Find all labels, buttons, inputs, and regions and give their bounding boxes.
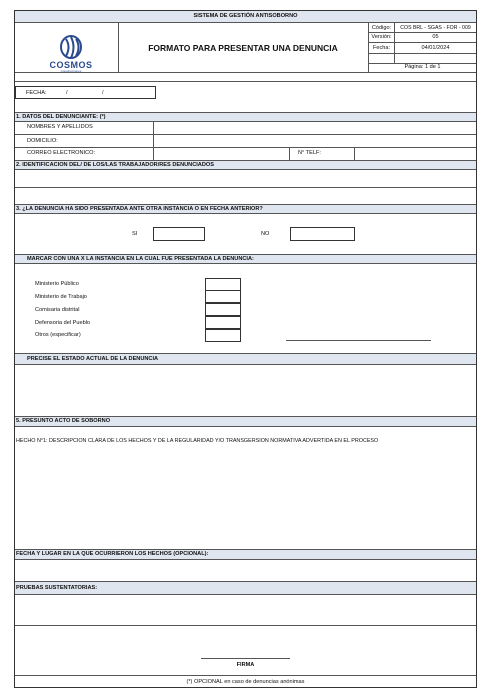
otros-specify-line[interactable] bbox=[286, 340, 431, 341]
firma-label: FIRMA bbox=[236, 662, 255, 668]
option-defensoria: Defensoria del Pueblo bbox=[35, 320, 91, 326]
telf-input[interactable] bbox=[355, 148, 476, 160]
checkbox-defensoria[interactable] bbox=[205, 316, 241, 329]
section1-header bbox=[15, 112, 476, 122]
fecha-slash-1: / bbox=[66, 90, 68, 96]
meta-fecha-value: 04/01/2024 bbox=[421, 45, 450, 51]
nombres-label: NOMBRES Y APELLIDOS bbox=[27, 124, 93, 130]
option-ministerio-trabajo: Ministerio de Trabajo bbox=[35, 294, 87, 300]
checkbox-ministerio-trabajo[interactable] bbox=[205, 290, 241, 303]
correo-label: CORREO ELECTRONICO: bbox=[27, 150, 96, 156]
telf-label: N° TELF: bbox=[298, 150, 321, 156]
section2-title: 2. IDENTIFICACION DEL/ DE LOS/LAS TRABAJADOR/RES DENUNCIADOS bbox=[16, 162, 214, 168]
footnote: (*) OPCIONAL en caso de denuncias anónimas bbox=[186, 679, 305, 685]
no-label: NO bbox=[261, 231, 270, 237]
section1-title: 1. DATOS DEL DENUNCIANTE: (*) bbox=[16, 114, 106, 120]
meta-codigo-label: Código: bbox=[371, 25, 392, 31]
meta-version-value: 05 bbox=[432, 34, 439, 40]
form-page bbox=[14, 10, 477, 688]
instance-header bbox=[15, 254, 476, 264]
company-logo bbox=[29, 31, 113, 73]
section5-header bbox=[15, 416, 476, 427]
pruebas-header bbox=[15, 581, 476, 595]
lugar-input[interactable] bbox=[15, 561, 476, 578]
fecha-label: FECHA: bbox=[26, 90, 47, 96]
system-title-bar bbox=[15, 11, 476, 23]
firma-line[interactable] bbox=[201, 658, 290, 659]
si-label: SI bbox=[132, 231, 138, 237]
denunciados-input[interactable] bbox=[15, 171, 476, 184]
section2-header bbox=[15, 160, 476, 170]
domicilio-label: DOMICILIO: bbox=[27, 138, 58, 144]
instance-title: MARCAR CON UNA X LA INSTANCIA EN LA CUAL FUE PRESENTADA LA DENUNCIA: bbox=[27, 256, 254, 262]
pruebas-input[interactable] bbox=[15, 596, 476, 623]
pruebas-title: PRUEBAS SUSTENTATORIAS: bbox=[16, 585, 98, 591]
lugar-title: FECHA Y LUGAR EN LA QUE OCURRIERON LOS HECHOS (OPCIONAL): bbox=[16, 551, 209, 557]
page-number: Página: 1 de 1 bbox=[404, 64, 441, 70]
no-checkbox[interactable] bbox=[290, 227, 355, 241]
correo-input[interactable] bbox=[154, 148, 289, 160]
estado-input[interactable] bbox=[15, 366, 476, 406]
meta-codigo-value: COS BRL - SGAS - FOR - 009 bbox=[400, 25, 471, 31]
section5-title: 5. PRESUNTO ACTO DE SOBORNO bbox=[16, 418, 111, 424]
checkbox-otros[interactable] bbox=[205, 329, 241, 342]
form-title: FORMATO PARA PRESENTAR UNA DENUNCIA bbox=[148, 43, 338, 53]
meta-fecha-label: Fecha: bbox=[372, 45, 391, 51]
si-checkbox[interactable] bbox=[153, 227, 205, 241]
hecho-instruction: HECHO N°1: DESCRIPCION CLARA DE LOS HECHOS Y DE LA REGULARIDAD Y/O TRANSGERSION NORMATIVA ADVERTIDA EN EL PROCESO bbox=[16, 438, 379, 444]
option-comisaria: Comisaria distrital bbox=[35, 307, 80, 313]
option-ministerio-publico: Ministerio Público bbox=[35, 281, 79, 287]
fecha-slash-2: / bbox=[102, 90, 104, 96]
domicilio-input[interactable] bbox=[154, 135, 476, 147]
section3-header bbox=[15, 204, 476, 214]
fecha-field[interactable] bbox=[15, 86, 156, 99]
logo-text: COSMOS bbox=[49, 60, 93, 70]
meta-version-label: Versión: bbox=[371, 34, 392, 40]
lugar-header bbox=[15, 549, 476, 560]
estado-title: PRECISE EL ESTADO ACTUAL DE LA DENUNCIA bbox=[27, 356, 159, 362]
checkbox-comisaria[interactable] bbox=[205, 303, 241, 316]
section3-title: 3. ¿LA DENUNCIA HA SIDO PRESENTADA ANTE OTRA INSTANCIA O EN FECHA ANTERIOR? bbox=[16, 206, 263, 212]
hecho-input[interactable] bbox=[15, 451, 476, 547]
estado-header bbox=[15, 353, 476, 365]
option-otros: Otros (especificar) bbox=[35, 332, 81, 338]
nombres-input[interactable] bbox=[154, 122, 476, 134]
system-title: SISTEMA DE GESTIÓN ANTISOBORNO bbox=[193, 13, 298, 19]
logo-subtext: Construcciones bbox=[60, 69, 82, 73]
